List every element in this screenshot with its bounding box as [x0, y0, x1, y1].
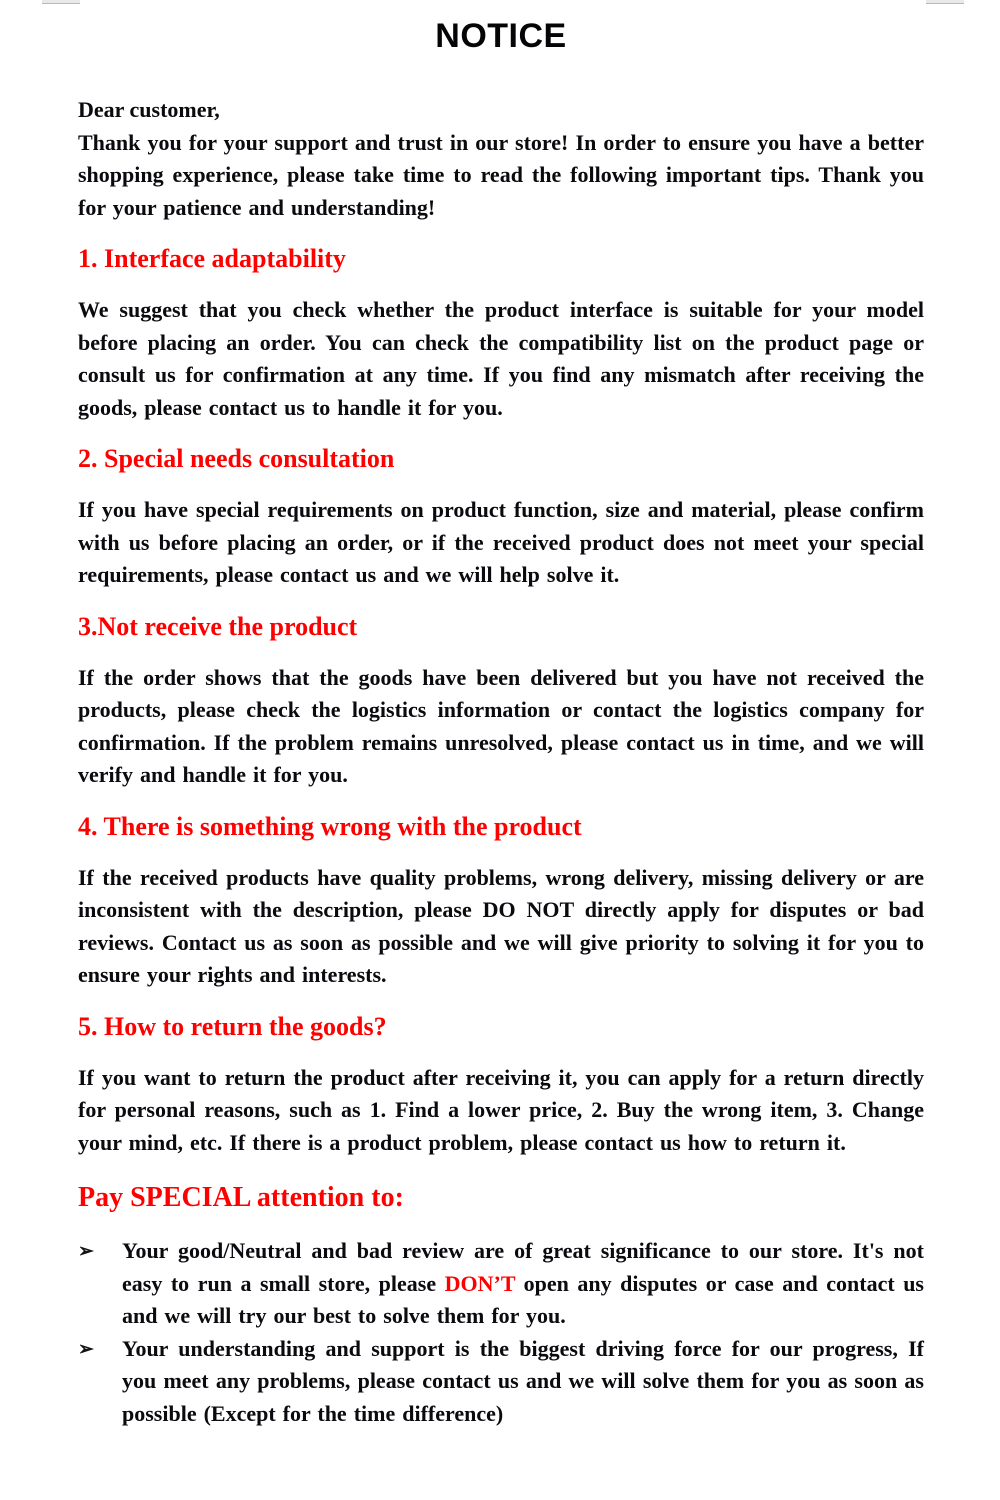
attention-list — [78, 1235, 924, 1430]
top-right-image-artifact — [926, 0, 964, 4]
section-heading: 2. Special needs consultation — [78, 444, 395, 473]
section-heading: 1. Interface adaptability — [78, 244, 346, 273]
bullet-text: Your good/Neutral and bad review are of great significance to our store. It's not easy to run a small store, please — [122, 1238, 924, 1296]
special-attention-heading: Pay SPECIAL attention to: — [78, 1182, 404, 1213]
section-heading: 5. How to return the goods? — [78, 1011, 387, 1041]
section-heading: 3.Not receive the product — [78, 611, 358, 641]
intro-block — [78, 94, 924, 224]
section-something-wrong-with-product — [78, 812, 924, 992]
bullet-text: open any disputes or case and contact us and we will try our best to solve them for you. — [122, 1270, 924, 1328]
section-body: We suggest that you check whether the product interface is suitable for your model before placing an order. You can check the compatibility list on the product page or consult us for confirmation at any time. If you find any mismatch after receiving the goods, please contact us to handle it for you. — [78, 297, 924, 420]
bullet-text: Your understanding and support is the biggest driving force for our progress, If you meet any problems, please contact us and we will solve them for you as soon as possible (Except for the time difference) — [122, 1335, 924, 1426]
intro-paragraph: Thank you for your support and trust in our store! In order to ensure you have a better shopping experience, please take time to read the following important tips. Thank you for your patience and understanding! — [78, 129, 924, 220]
section-special-needs-consultation — [78, 444, 924, 592]
section-not-receive-product — [78, 612, 924, 792]
arrowhead-bullet-icon: ➢ — [78, 1241, 94, 1262]
arrowhead-bullet-icon: ➢ — [78, 1338, 94, 1360]
section-how-to-return-goods — [78, 1012, 924, 1160]
section-body: If the order shows that the goods have been delivered but you have not received the products, please check the logistics information or contact the logistics company for confirmation. If the problem remains unresolved, please contact us in time, and we will verify and handle it for you. — [78, 664, 924, 787]
list-item — [78, 1333, 924, 1431]
top-left-image-artifact — [42, 0, 80, 4]
list-item — [78, 1235, 924, 1333]
page-title: NOTICE — [435, 17, 567, 55]
section-body: If you have special requirements on product function, size and material, please confirm with us before placing an order, or if the received product does not meet your special requirements, please contact us and we will help solve it. — [78, 497, 924, 587]
bullet-highlight: DON’T — [444, 1270, 516, 1296]
section-heading: 4. There is something wrong with the product — [78, 811, 582, 841]
section-body: If you want to return the product after receiving it, you can apply for a return directly for personal reasons, such as 1. Find a lower price, 2. Buy the wrong item, 3. Change your mind, etc. If there is a product problem, please contact us how to return it. — [78, 1064, 924, 1155]
section-interface-adaptability — [78, 244, 924, 424]
section-body: If the received products have quality problems, wrong delivery, missing delivery or are inconsistent with the description, please DO NOT directly apply for disputes or bad reviews. Contact us as soon as possible and we will give priority to solving it for you to ensure your rights and interests. — [78, 864, 924, 987]
salutation-line: Dear customer, — [78, 97, 220, 122]
section-pay-special-attention — [78, 1181, 924, 1430]
